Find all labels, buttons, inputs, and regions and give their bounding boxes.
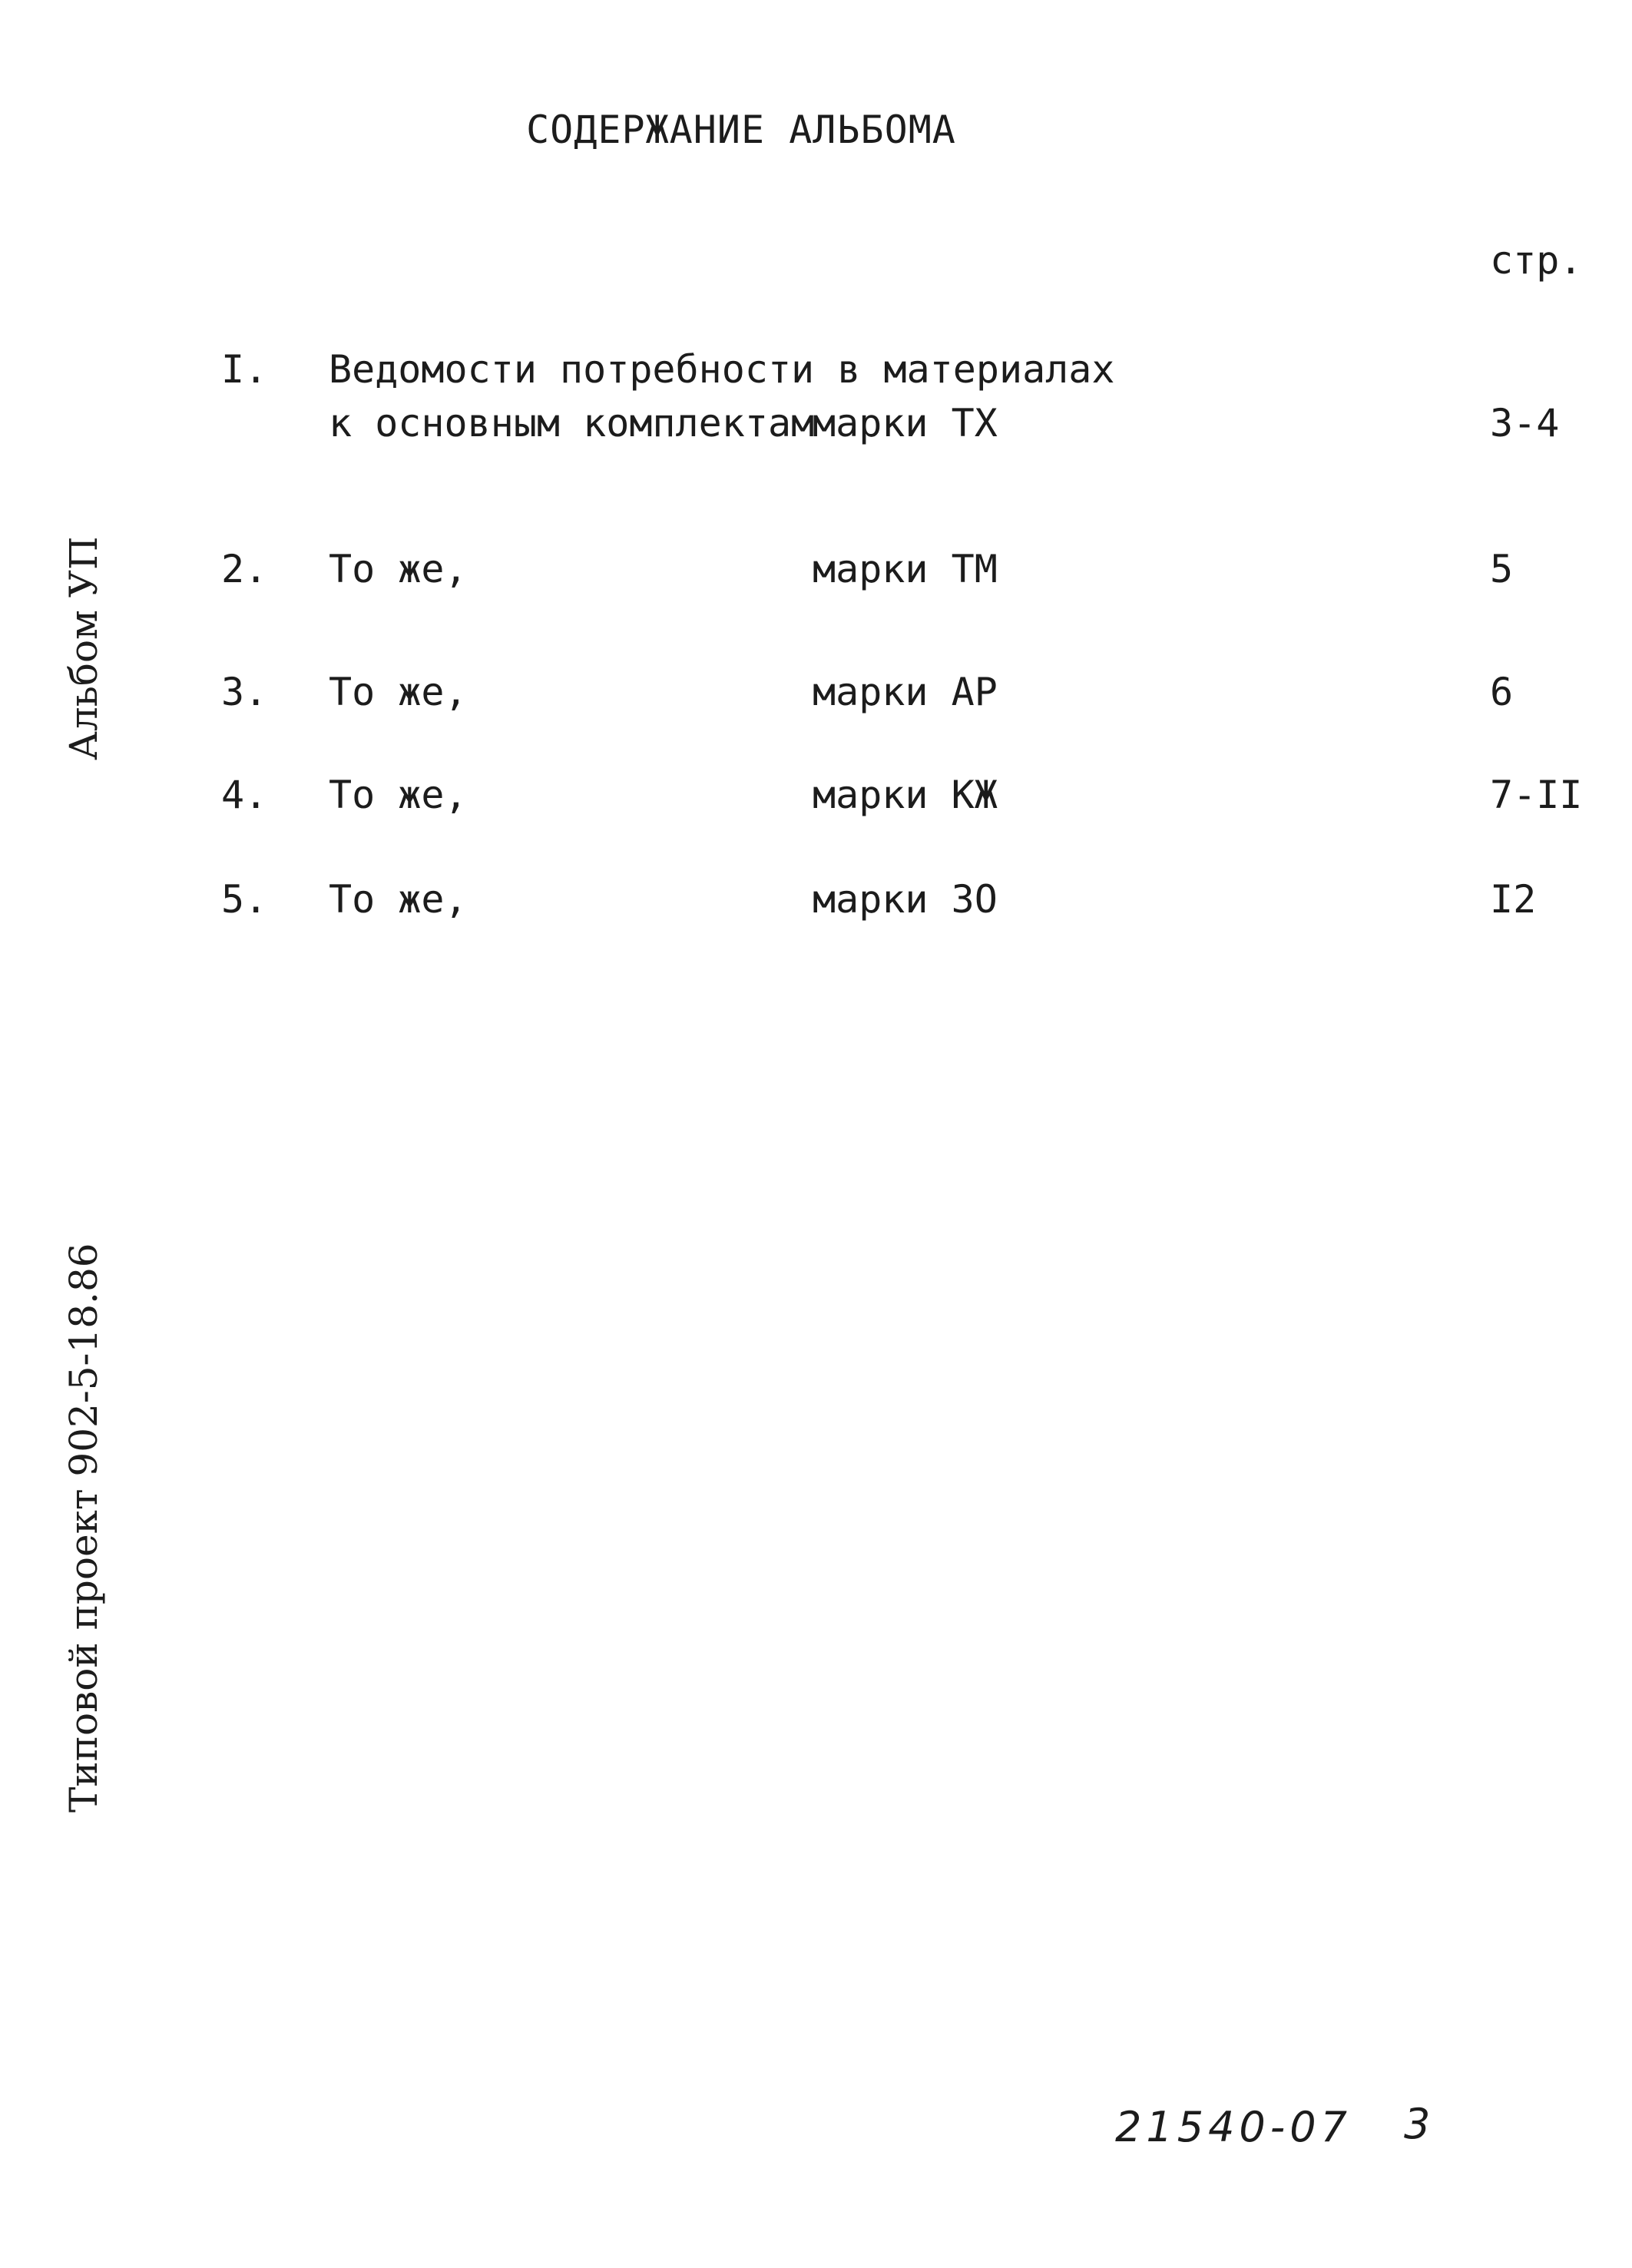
entry-pages: I2 bbox=[1490, 877, 1537, 922]
page-title: СОДЕРЖАНИЕ АЛЬБОМА bbox=[526, 108, 956, 152]
entry-pages: 5 bbox=[1490, 547, 1514, 591]
entry-text-line2: к основным комплектам bbox=[329, 401, 815, 445]
entry-text: То же, bbox=[329, 773, 468, 817]
entry-number: I. bbox=[221, 347, 268, 392]
entry-mark: марки ТХ bbox=[813, 401, 998, 445]
entry-mark: марки КЖ bbox=[813, 773, 998, 817]
entry-number: 2. bbox=[221, 547, 268, 591]
entry-text: То же, bbox=[329, 547, 468, 591]
entry-mark: марки ЗО bbox=[813, 877, 998, 922]
entry-mark: марки ТМ bbox=[813, 547, 998, 591]
entry-pages: 3-4 bbox=[1490, 401, 1560, 445]
album-side-label: Альбом УП bbox=[61, 536, 106, 760]
entry-number: 5. bbox=[221, 877, 268, 922]
entry-number: 4. bbox=[221, 773, 268, 817]
entry-text-line1: Ведомости потребности в материалах bbox=[329, 347, 1115, 392]
entry-number: 3. bbox=[221, 670, 268, 714]
document-code: 21540-07 bbox=[1115, 2103, 1352, 2151]
entry-mark: марки АР bbox=[813, 670, 998, 714]
page-number: 3 bbox=[1404, 2100, 1435, 2148]
pages-column-header: стр. bbox=[1490, 238, 1583, 283]
entry-pages: 7-II bbox=[1490, 773, 1583, 817]
project-side-label: Типовой проект 902-5-18.86 bbox=[61, 1243, 106, 1813]
entry-text: То же, bbox=[329, 877, 468, 922]
entry-pages: 6 bbox=[1490, 670, 1514, 714]
entry-text: То же, bbox=[329, 670, 468, 714]
